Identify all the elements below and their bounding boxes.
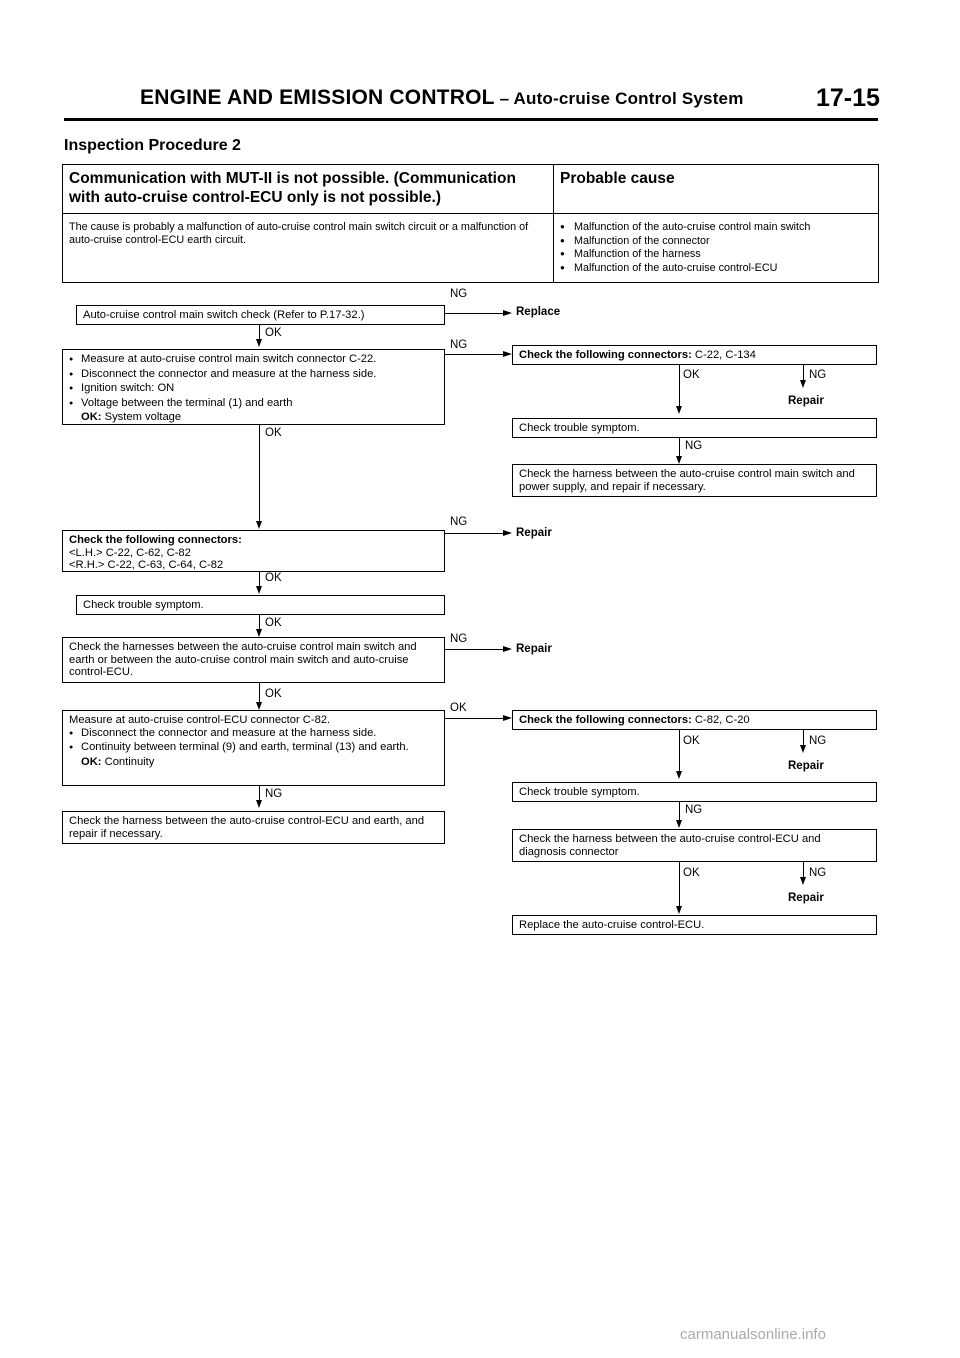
arrow-down-icon	[676, 406, 682, 414]
step2-ok-label: OK:	[81, 411, 102, 423]
footer-watermark: carmanualsonline.info	[680, 1326, 826, 1343]
arrow-down-icon	[256, 800, 262, 808]
step3-title: Check the following connectors:	[69, 534, 242, 546]
arrow-down-icon	[676, 456, 682, 464]
step3-box	[62, 530, 445, 572]
r1-trouble-check-box	[512, 418, 877, 438]
r2-harness-box	[512, 829, 877, 862]
r2-trouble-check-box	[512, 782, 877, 802]
cause-description: The cause is probably a malfunction of auto-cruise control main switch circuit or a malfunction of auto-cruise control-ECU earth circuit.	[63, 214, 554, 283]
connector-line	[259, 786, 260, 801]
ng-label: NG	[809, 867, 827, 879]
arrow-right-icon	[503, 310, 512, 316]
r1-title-rest: C-22, C-134	[691, 349, 756, 361]
connector-line	[259, 683, 260, 703]
ng-label: NG	[450, 516, 468, 528]
connector-line	[259, 615, 260, 630]
step1-text: Auto-cruise control main switch check (Refer to P.17-32.)	[83, 309, 365, 321]
ng-label: NG	[450, 288, 468, 300]
r1-final-text: Check the harness between the auto-cruise control main switch and power supply, and repair if necessary.	[519, 468, 855, 493]
arrow-right-icon	[503, 351, 512, 357]
step2-ok-line	[69, 411, 438, 424]
ng-label: NG	[809, 369, 827, 381]
connector-line	[445, 313, 507, 314]
step6-title: Measure at auto-cruise control-ECU connector C-82.	[69, 714, 331, 726]
page-header-title	[140, 86, 744, 110]
arrow-right-icon	[503, 715, 512, 721]
r2-final-text: Replace the auto-cruise control-ECU.	[519, 919, 705, 931]
ng-label: NG	[265, 788, 283, 800]
connector-line	[679, 438, 680, 458]
connector-line	[445, 533, 507, 534]
probable-cause-heading: Probable cause	[554, 165, 879, 214]
connector-line	[679, 802, 680, 822]
connector-line	[679, 365, 680, 408]
step5-text: Check the harnesses between the auto-cruise control main switch and earth or between the auto-cruise control main switch and auto-cruise control-ECU.	[69, 641, 417, 678]
arrow-down-icon	[256, 586, 262, 594]
step6-ok-line	[69, 756, 438, 769]
r2-title-rest: C-82, C-20	[691, 714, 750, 726]
step7-text: Check the harness between the auto-cruise control-ECU and earth, and repair if necessary.	[69, 815, 425, 840]
ng-label: NG	[809, 735, 827, 747]
cause-item: ● Malfunction of the harness	[560, 248, 872, 262]
arrow-down-icon	[256, 702, 262, 710]
step6-bullet: ● Continuity between terminal (9) and earth, terminal (13) and earth.	[69, 741, 438, 756]
ok-label: OK	[265, 688, 282, 700]
symptom-heading: Communication with MUT-II is not possible. (Communication with auto-cruise control-ECU only is not possible.)	[63, 165, 554, 214]
ng-label: NG	[685, 440, 703, 452]
step2-title: ● Measure at auto-cruise control main switch connector C-22.	[69, 353, 438, 368]
r1-connector-check-box	[512, 345, 877, 365]
r2-check-text: Check trouble symptom.	[519, 786, 640, 798]
section-title: Inspection Procedure 2	[64, 137, 241, 154]
cause-list	[560, 221, 872, 275]
ok-label: OK	[683, 735, 700, 747]
connector-line	[445, 718, 507, 719]
connector-line	[679, 862, 680, 908]
connector-line	[445, 354, 507, 355]
page-number: 17-15	[816, 84, 880, 112]
ok-label: OK	[683, 369, 700, 381]
step3-lh: <L.H.> C-22, C-62, C-82	[69, 546, 191, 559]
cause-item: ● Malfunction of the auto-cruise control-ECU	[560, 262, 872, 276]
step3-repair-action: Repair	[516, 527, 552, 539]
ok-label: OK	[265, 572, 282, 584]
header-title-main: ENGINE AND EMISSION CONTROL	[140, 86, 495, 109]
ng-label: NG	[450, 339, 468, 351]
arrow-down-icon	[676, 771, 682, 779]
arrow-down-icon	[256, 339, 262, 347]
step2-bullet: ● Disconnect the connector and measure at the harness side.	[69, 368, 438, 383]
header-title-sub: – Auto-cruise Control System	[494, 89, 744, 108]
cause-item: ● Malfunction of the auto-cruise control main switch	[560, 221, 872, 235]
arrow-right-icon	[503, 646, 512, 652]
ok-label: OK	[683, 867, 700, 879]
r2-connector-check-box	[512, 710, 877, 730]
step6-ok-label: OK:	[81, 755, 102, 768]
r1-check-text: Check trouble symptom.	[519, 422, 640, 434]
cause-list-cell	[554, 214, 879, 283]
arrow-down-icon	[800, 745, 806, 753]
step4-box	[76, 595, 445, 615]
arrow-down-icon	[676, 906, 682, 914]
step7-box	[62, 811, 445, 844]
r2-repair-action: Repair	[788, 892, 824, 904]
connector-line	[259, 425, 260, 523]
step1-box	[76, 305, 445, 325]
r2-replace-box	[512, 915, 877, 935]
step2-box	[62, 349, 445, 425]
r1-harness-box	[512, 464, 877, 497]
header-rule	[64, 118, 878, 121]
arrow-down-icon	[800, 877, 806, 885]
arrow-down-icon	[256, 629, 262, 637]
arrow-right-icon	[503, 530, 512, 536]
r1-title-bold: Check the following connectors:	[519, 349, 692, 361]
connector-line	[679, 730, 680, 773]
r2-title-bold: Check the following connectors:	[519, 714, 692, 726]
step6-ok-value: Continuity	[104, 755, 155, 768]
step1-replace-action: Replace	[516, 306, 561, 318]
ok-label: OK	[450, 702, 467, 714]
ok-label: OK	[265, 427, 282, 439]
step3-rh: <R.H.> C-22, C-63, C-64, C-82	[69, 559, 224, 571]
step5-box	[62, 637, 445, 683]
step2-ok-value: System voltage	[104, 411, 182, 423]
r1-repair-action: Repair	[788, 395, 824, 407]
cause-item: ● Malfunction of the connector	[560, 235, 872, 249]
step6-box	[62, 710, 445, 786]
arrow-down-icon	[676, 820, 682, 828]
step4-text: Check trouble symptom.	[83, 599, 204, 611]
r2-harness-text: Check the harness between the auto-cruise control-ECU and diagnosis connector	[519, 833, 821, 858]
connector-line	[259, 572, 260, 587]
step5-repair-action: Repair	[516, 643, 552, 655]
step2-bullet: ● Voltage between the terminal (1) and earth	[69, 397, 438, 412]
arrow-down-icon	[800, 380, 806, 388]
ng-label: NG	[685, 804, 703, 816]
connector-line	[445, 649, 507, 650]
ok-label: OK	[265, 327, 282, 339]
step2-bullet: ● Ignition switch: ON	[69, 382, 438, 397]
ok-label: OK	[265, 617, 282, 629]
r2-repair-action: Repair	[788, 760, 824, 772]
step6-bullet: ● Disconnect the connector and measure at the harness side.	[69, 727, 438, 742]
arrow-down-icon	[256, 521, 262, 529]
ng-label: NG	[450, 633, 468, 645]
symptom-table	[62, 164, 879, 283]
